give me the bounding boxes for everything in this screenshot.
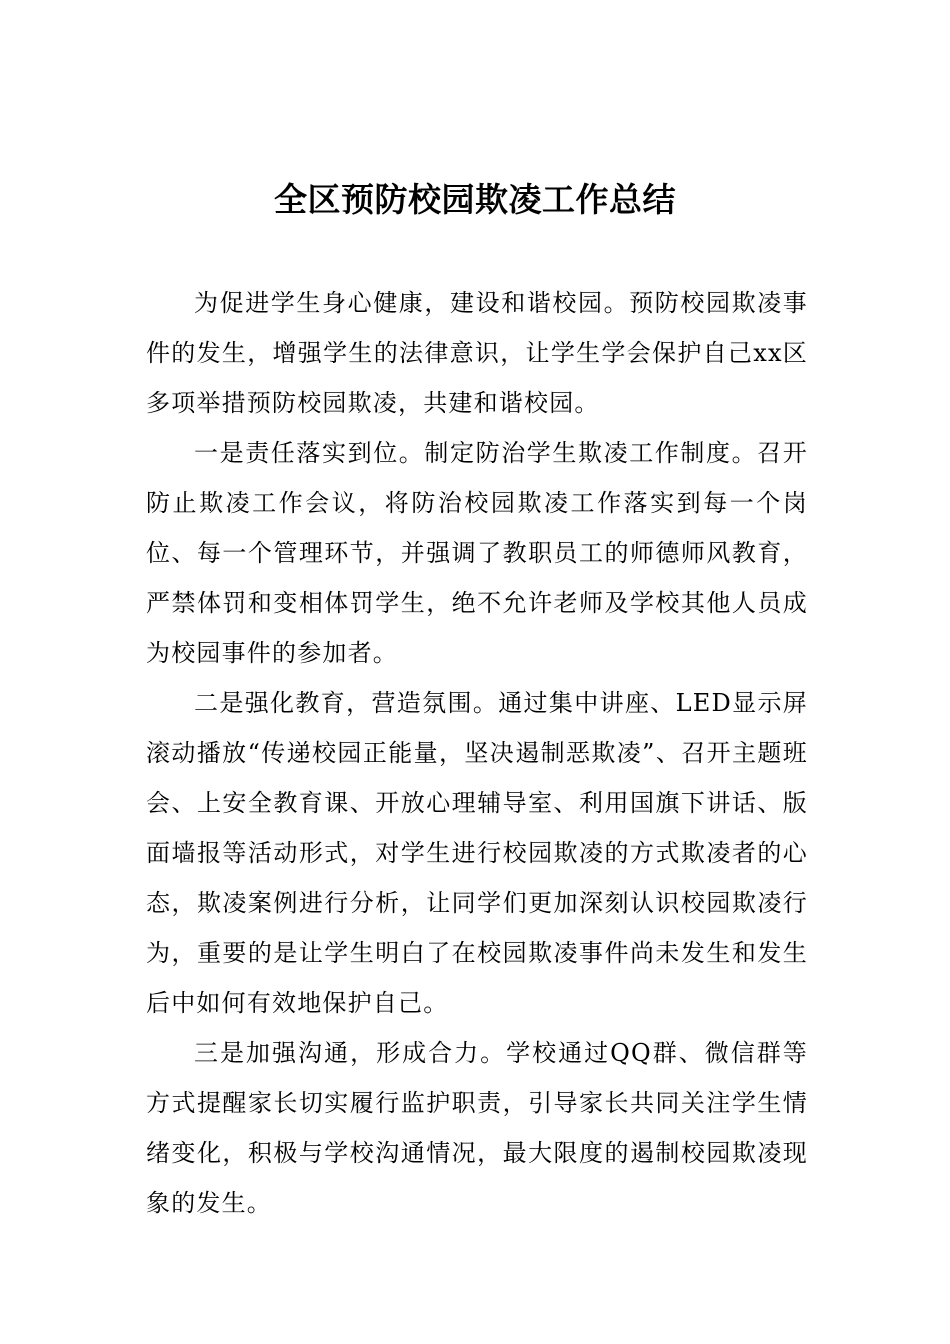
paragraph-education: 二是强化教育，营造氛围。通过集中讲座、LED显示屏滚动播放“传递校园正能量，坚决遏制恶欺凌”、召开主题班会、上安全教育课、开放心理辅导室、利用国旗下讲话、版面墙报等活动形式，对学生进行校园欺凌的方式欺凌者的心态，欺凌案例进行分析，让同学们更加深刻认识校园欺凌行为，重要的是让学生明白了在校园欺凌事件尚未发生和发生后中如何有效地保护自己。	[146, 689, 808, 1017]
paragraph-responsibility: 一是责任落实到位。制定防治学生欺凌工作制度。召开防止欺凌工作会议，将防治校园欺凌工作落实到每一个岗位、每一个管理环节，并强调了教职员工的师德师风教育，严禁体罚和变相体罚学生，绝不允许老师及学校其他人员成为校园事件的参加者。	[146, 439, 808, 667]
paragraph-communication: 三是加强沟通，形成合力。学校通过QQ群、微信群等方式提醒家长切实履行监护职责，引导家长共同关注学生情绪变化，积极与学校沟通情况，最大限度的遏制校园欺凌现象的发生。	[146, 1039, 808, 1217]
document-title: 全区预防校园欺凌工作总结	[274, 180, 676, 219]
document-body	[146, 278, 808, 1228]
paragraph-intro: 为促进学生身心健康，建设和谐校园。预防校园欺凌事件的发生，增强学生的法律意识，让学生学会保护自己xx区多项举措预防校园欺凌，共建和谐校园。	[146, 289, 808, 417]
